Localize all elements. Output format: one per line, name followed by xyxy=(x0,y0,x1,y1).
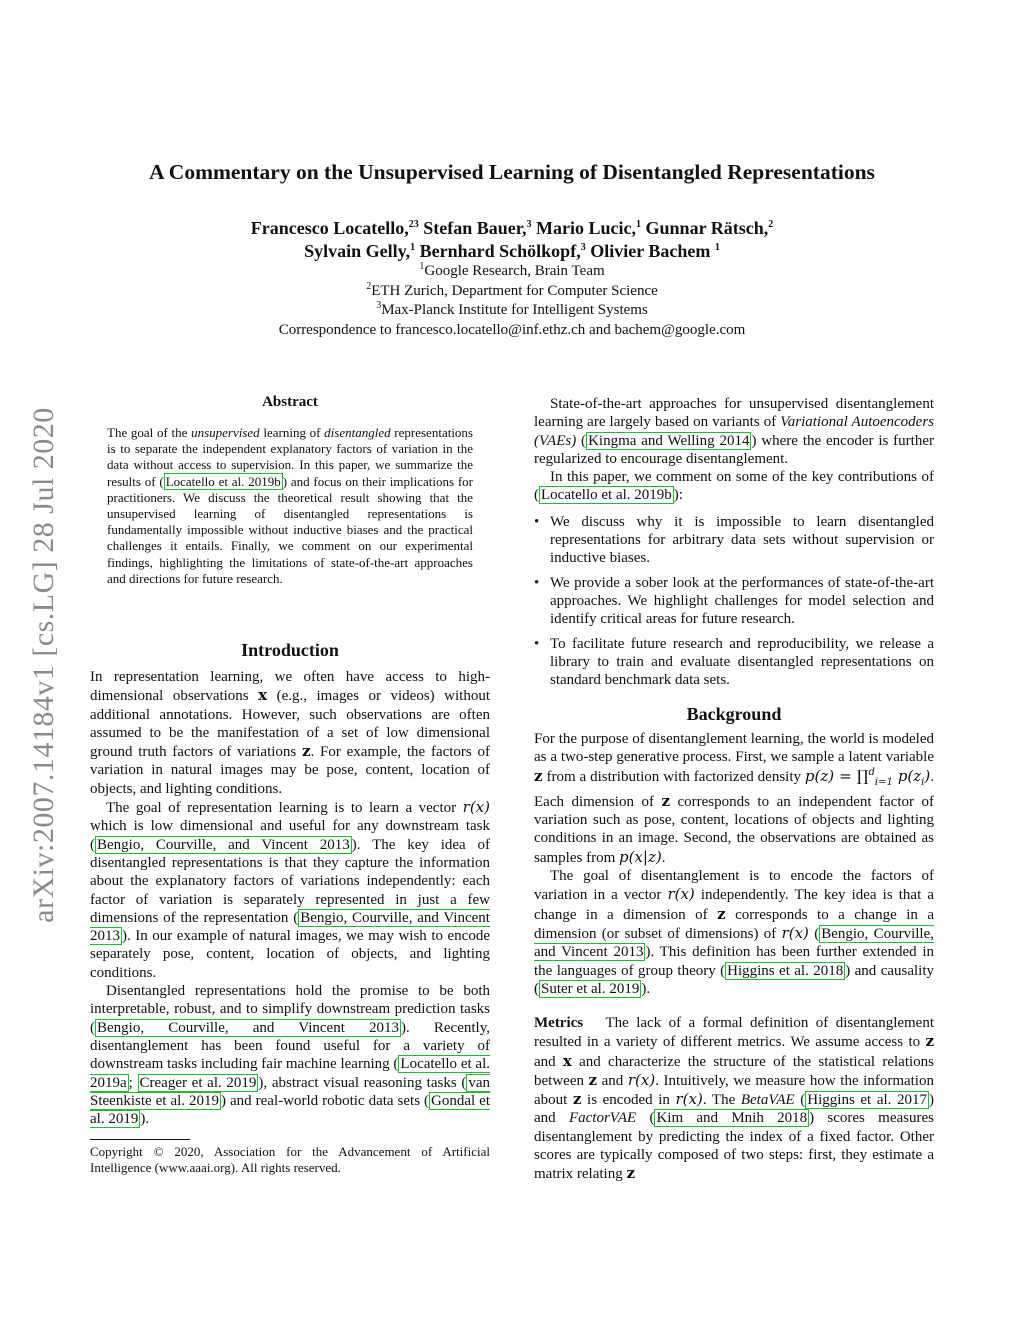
text: is encoded in xyxy=(581,1092,676,1109)
author-sup: 2 xyxy=(768,219,774,230)
math-part: p(z xyxy=(892,766,922,785)
text: ), abstract visual reasoning tasks ( xyxy=(258,1074,467,1091)
citation-link[interactable]: Kingma and Welling 2014 xyxy=(588,432,750,449)
math xyxy=(804,766,931,788)
math-sub: i xyxy=(921,776,925,788)
affiliation-text: Google Research, Brain Team xyxy=(424,263,605,279)
text: (e.g., images or videos) without additional annotations. However, such observations are often assumed to be the manifestation of a set of low dimensional ground truth factors of variations xyxy=(90,688,490,761)
text: which is low dimensional and useful for any downstream task ( xyxy=(90,818,490,853)
emphasis: FactorVAE xyxy=(568,1110,637,1127)
author-sup: 3 xyxy=(580,242,586,253)
text: Copyright xyxy=(90,1144,154,1159)
math: z xyxy=(661,791,670,810)
contribution-list xyxy=(534,513,934,690)
affiliation-sup: 3 xyxy=(376,300,382,311)
text: . The xyxy=(702,1092,741,1109)
text: representations is to separate the independent explanatory factors of variation in the data without access to supervision. In this paper, we summarize the results of ( xyxy=(107,425,473,489)
author-name: Francesco Locatello, xyxy=(250,218,409,238)
citation-link[interactable]: Bengio, Courville, and Vincent 2013 xyxy=(90,909,490,945)
affiliation-text: ETH Zurich, Department for Computer Science xyxy=(371,282,658,299)
math: z xyxy=(717,904,726,923)
text: ). xyxy=(641,980,651,997)
copyright-footnote xyxy=(90,1144,490,1176)
paragraph xyxy=(90,982,490,1128)
author-line-2 xyxy=(0,240,1024,263)
arxiv-stamp: arXiv:2007.14184v1 [cs.LG] 28 Jul 2020 xyxy=(27,407,60,923)
text: ( xyxy=(636,1110,655,1127)
emphasis: BetaVAE xyxy=(740,1092,795,1109)
citation-link[interactable]: Locatello et al. 2019b xyxy=(541,487,672,504)
paragraph xyxy=(534,730,934,867)
author-sup: 1 xyxy=(410,242,416,253)
text: In this paper, we comment on some of the key contributions of ( xyxy=(534,469,934,504)
affiliations xyxy=(0,262,1024,340)
text: The goal of disentanglement is to encode the factors of variation in a vector xyxy=(534,868,934,904)
math: z xyxy=(925,1032,934,1051)
math: z xyxy=(534,766,543,785)
text: ; xyxy=(128,1074,138,1091)
background-heading: Background xyxy=(686,704,782,724)
text: independently. The key idea is that a change in a dimension of xyxy=(534,887,934,923)
text: ) scores measures disentanglement by predicting the index of a fixed factor. Other scores are typically composed of two steps: first, they estimate a matrix relating xyxy=(534,1110,934,1183)
text: Disentangled representations hold the promise to be both interpretable, robust, and to simplify downstream prediction tasks ( xyxy=(90,983,490,1036)
math-part: ) xyxy=(924,766,931,785)
citation-link[interactable]: van Steenkiste et al. 2019 xyxy=(90,1074,490,1109)
text: The goal of representation learning is to learn a vector xyxy=(106,800,463,817)
author-name: Stefan Bauer, xyxy=(423,218,527,238)
math-sub: i=1 xyxy=(874,776,893,788)
citation-link[interactable]: Higgins et al. 2017 xyxy=(807,1092,927,1109)
text: from a distribution with factorized density xyxy=(542,768,805,785)
copyright-symbol: © xyxy=(153,1144,164,1159)
text: and xyxy=(534,1053,563,1070)
emphasis: unsupervised xyxy=(191,425,260,440)
text: learning of xyxy=(259,425,325,440)
math: z xyxy=(626,1164,635,1183)
affiliation-sup: 1 xyxy=(419,261,425,272)
text: ). xyxy=(140,1111,150,1128)
text: ( xyxy=(794,1092,806,1109)
text: For the purpose of disentanglement learning, the world is modeled as a two-step generative process. First, we sample a latent variable xyxy=(534,731,934,766)
footnote-rule xyxy=(90,1139,190,1140)
math: r(x) xyxy=(667,885,695,904)
text: corresponds to a change in a dimension (or subset of dimensions) of xyxy=(534,906,934,942)
author-name: Sylvain Gelly, xyxy=(304,241,411,261)
text: ). The key idea of disentangled representations is that they capture the information about the explanatory factors of variations independently: each factor of variation is separately represented in just a few dimensions of the representation ( xyxy=(90,836,490,926)
math: r(x) xyxy=(627,1070,656,1089)
author-name: Bernhard Schölkopf, xyxy=(419,241,581,261)
metrics-heading: Metrics xyxy=(534,1015,584,1031)
text: ( xyxy=(576,432,587,449)
math: p(x|z) xyxy=(618,847,662,866)
affiliation xyxy=(0,262,1024,282)
text: 2020, Association for the Advancement of Artificial Intelligence (www.aaai.org). All rights reserved. xyxy=(90,1144,490,1175)
correspondence: Correspondence to francesco.locatello@inf.ethz.ch and bachem@google.com xyxy=(278,321,746,338)
paragraph xyxy=(534,867,934,998)
text: and xyxy=(597,1072,628,1089)
abstract-heading: Abstract xyxy=(262,394,318,410)
text: ). In our example of natural images, we may wish to encode separately pose, content, location of objects, and lighting conditions. xyxy=(90,928,490,981)
text: State-of-the-art approaches for unsupervised disentanglement learning are largely based on variants of xyxy=(534,396,934,431)
math: r(x) xyxy=(675,1090,703,1109)
text: In representation learning, we often have access to high-dimensional observations xyxy=(90,669,490,705)
text: corresponds to an independent factor of variation such as pose, content, locations of objects and lighting conditions in an image. Second, the observations are obtained as samples from xyxy=(534,793,934,866)
paper-title: A Commentary on the Unsupervised Learning of Disentangled Representations xyxy=(149,160,875,184)
math: x xyxy=(258,686,268,705)
metrics-body xyxy=(534,1014,934,1184)
text: . For example, the factors of variation in natural images may be pose, content, location of objects, and lighting conditions. xyxy=(90,744,490,797)
author-sup: 1 xyxy=(714,242,720,253)
citation-link[interactable]: Bengio, Courville, and Vincent 2013 xyxy=(97,836,350,853)
citation-link[interactable]: Creager et al. 2019 xyxy=(139,1074,257,1091)
paragraph xyxy=(90,668,490,798)
introduction-body xyxy=(90,668,490,1128)
citation-link[interactable]: Kim and Mnih 2018 xyxy=(656,1110,808,1127)
text: ). This definition has been further extended in the languages of group theory ( xyxy=(534,944,934,979)
citation-link[interactable]: Locatello et al. 2019a xyxy=(90,1056,490,1091)
math: z xyxy=(572,1090,582,1109)
author-sup: 3 xyxy=(526,219,532,230)
background-body xyxy=(534,730,934,998)
author-sup: 23 xyxy=(408,219,419,230)
author-sup: 1 xyxy=(636,219,642,230)
right-column-intro xyxy=(534,395,934,689)
paragraph xyxy=(534,468,934,505)
emphasis: disentangled xyxy=(324,425,391,440)
citation-link[interactable]: Bengio, Courville, and Vincent 2013 xyxy=(534,925,935,961)
affiliation-sup: 2 xyxy=(366,280,372,292)
text: ) and xyxy=(534,1092,934,1127)
emphasis: Variational Autoencoders (VAEs) xyxy=(534,414,935,449)
affiliation-text: Max-Planck Institute for Intelligent Systems xyxy=(381,302,648,318)
author-name: Olivier Bachem xyxy=(590,241,711,261)
author-name: Mario Lucic, xyxy=(536,218,637,238)
author-list xyxy=(0,217,1024,263)
citation-link[interactable]: Suter et al. 2019 xyxy=(541,980,640,997)
text: ) and causality ( xyxy=(534,962,935,997)
text: . Intuitively, we measure how the information about xyxy=(534,1072,934,1109)
text: ) and focus on their implications for practitioners. We discuss the theoretical result showing that the unsupervised learning of disentangled representations is fundamentally impossible without inductive biases and the practical challenges it entails. Finally, we comment on our experimental findings, highlighting the limitations of state-of-the-art approaches and directions for future research. xyxy=(107,473,473,586)
paragraph xyxy=(90,798,490,982)
text: ( xyxy=(808,925,820,942)
citation-link[interactable]: Bengio, Courville, and Vincent 2013 xyxy=(97,1019,400,1036)
citation-link[interactable]: Locatello et al. 2019b xyxy=(165,473,281,489)
math-part: p(z) = ∏ xyxy=(804,766,869,785)
math: r(x) xyxy=(781,923,809,942)
introduction-heading: Introduction xyxy=(241,640,339,660)
math-sup: d xyxy=(868,766,875,778)
text: . Each dimension of xyxy=(534,768,934,810)
citation-link[interactable]: Gondal et al. 2019 xyxy=(90,1092,491,1128)
affiliation xyxy=(0,301,1024,321)
math: x xyxy=(562,1051,572,1070)
text: ): xyxy=(673,487,683,504)
text: . xyxy=(661,849,666,866)
author-name: Gunnar Rätsch, xyxy=(645,218,769,238)
paragraph xyxy=(534,395,934,468)
math: z xyxy=(588,1070,598,1089)
math: r(x) xyxy=(462,798,490,817)
abstract-body xyxy=(107,425,473,587)
list-item: • To facilitate future research and reproducibility, we release a library to train and evaluate disentangled representations on standard benchmark data sets. xyxy=(534,635,934,690)
author-line-1 xyxy=(0,217,1024,240)
paragraph xyxy=(534,1014,934,1184)
text: ). Recently, disentanglement has been found useful for a variety of downstream tasks including fair machine learning ( xyxy=(90,1019,490,1073)
text: The lack of a formal definition of disentanglement resulted in a variety of different metrics. We assume access to xyxy=(534,1015,935,1051)
affiliation xyxy=(0,282,1024,302)
citation-link[interactable]: Higgins et al. 2018 xyxy=(727,962,844,979)
text: The goal of the xyxy=(107,425,192,440)
list-item: • We discuss why it is impossible to learn disentangled representations for arbitrary data sets without supervision or inductive biases. xyxy=(534,513,934,568)
text: ) and real-world robotic data sets ( xyxy=(221,1092,430,1109)
text: ) where the encoder is further regularized to encourage disentanglement. xyxy=(534,432,934,467)
math: z xyxy=(301,742,311,761)
text: and characterize the structure of the statistical relations between xyxy=(534,1053,934,1089)
list-item: • We provide a sober look at the performances of state-of-the-art approaches. We highlight challenges for model selection and identify critical areas for future research. xyxy=(534,574,934,629)
